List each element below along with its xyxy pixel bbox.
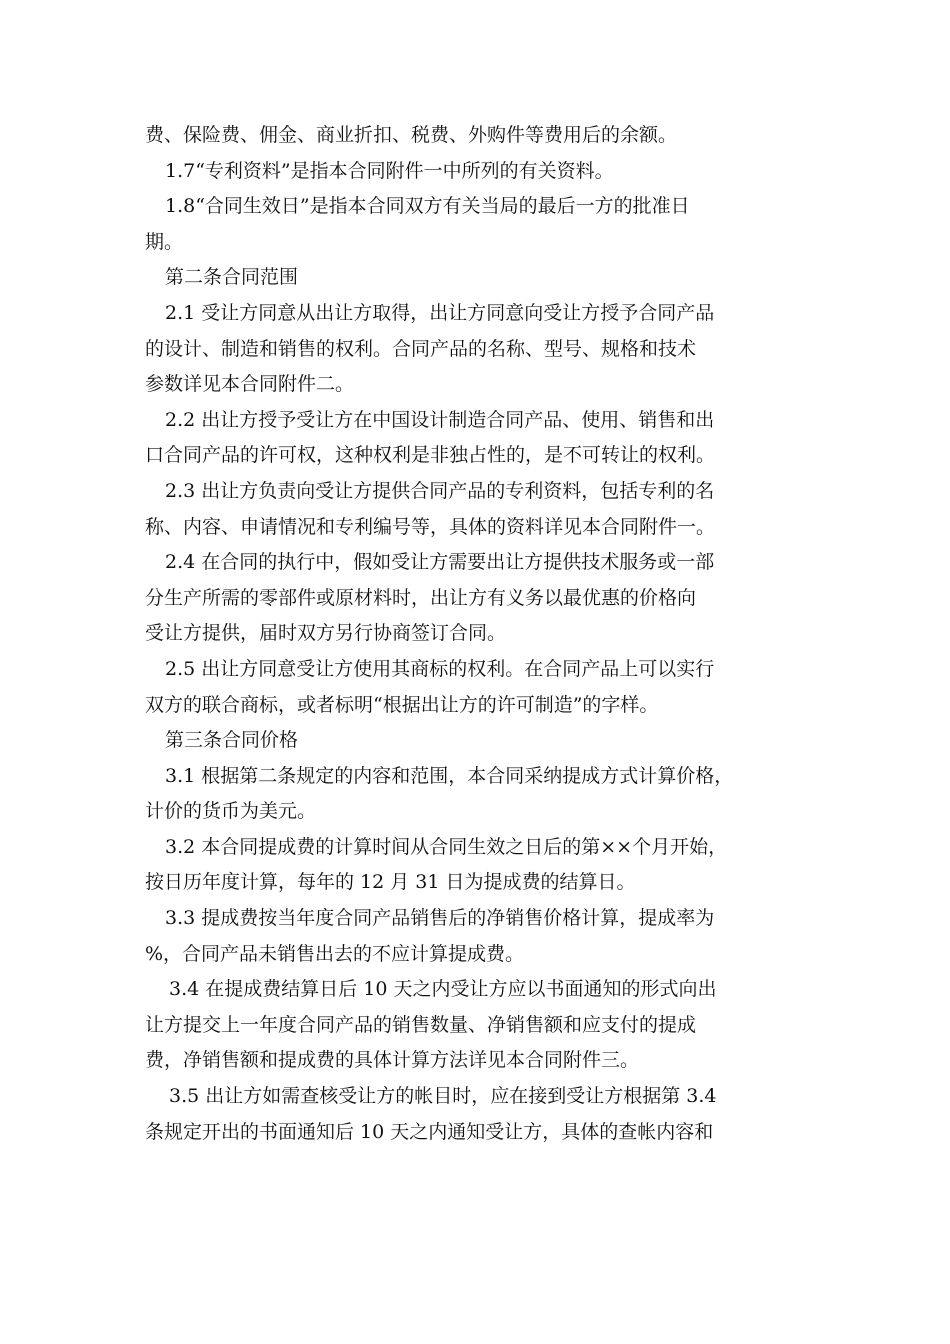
text-line: 条规定开出的书面通知后 10 天之内通知受让方，具体的查帐内容和 [145, 1120, 714, 1143]
clause-2-4: 2.4 在合同的执行中，假如受让方需要出让方提供技术服务或一部 [165, 551, 715, 574]
section-heading-3: 第三条合同价格 [165, 729, 299, 752]
text-line: 受让方提供，届时双方另行协商签订合同。 [145, 622, 507, 645]
clause-3-4: 3.4 在提成费结算日后 10 天之内受让方应以书面通知的形式向出 [169, 978, 717, 1001]
text-line: 称、内容、申请情况和专利编号等，具体的资料详见本合同附件一。 [145, 515, 716, 538]
text-line: 参数详见本合同附件二。 [145, 373, 355, 396]
clause-2-3: 2.3 出让方负责向受让方提供合同产品的专利资料，包括专利的名 [165, 479, 715, 502]
text-line: 分生产所需的零部件或原材料时，出让方有义务以最优惠的价格向 [145, 586, 697, 609]
section-heading-2: 第二条合同范围 [165, 266, 299, 289]
clause-2-5: 2.5 出让方同意受让方使用其商标的权利。在合同产品上可以实行 [165, 657, 715, 680]
contract-text-body [145, 118, 810, 1150]
text-line: 费、保险费、佣金、商业折扣、税费、外购件等费用后的余额。 [145, 124, 678, 146]
clause-1-8: 1.8“合同生效日”是指本合同双方有关当局的最后一方的批准日 [165, 195, 690, 218]
text-line: 的设计、制造和销售的权利。合同产品的名称、型号、规格和技术 [145, 337, 697, 360]
clause-3-5: 3.5 出让方如需查核受让方的帐目时，应在接到受让方根据第 3.4 [169, 1085, 717, 1108]
clause-3-2: 3.2 本合同提成费的计算时间从合同生效之日后的第××个月开始， [165, 835, 728, 858]
clause-3-1: 3.1 根据第二条规定的内容和范围，本合同采纳提成方式计算价格， [165, 764, 734, 787]
clause-3-3: 3.3 提成费按当年度合同产品销售后的净销售价格计算，提成率为 [165, 907, 715, 930]
clause-2-2: 2.2 出让方授予受让方在中国设计制造合同产品、使用、销售和出 [165, 408, 715, 431]
text-line: %，合同产品未销售出去的不应计算提成费。 [145, 942, 525, 965]
text-line: 计价的货币为美元。 [145, 800, 317, 823]
text-line: 按日历年度计算，每年的 12 月 31 日为提成费的结算日。 [145, 871, 636, 894]
text-line: 费，净销售额和提成费的具体计算方法详见本合同附件三。 [145, 1049, 640, 1072]
text-line: 双方的联合商标，或者标明“根据出让方的许可制造”的字样。 [145, 693, 659, 716]
text-line: 让方提交上一年度合同产品的销售数量、净销售额和应支付的提成 [145, 1013, 697, 1036]
clause-2-1: 2.1 受让方同意从出让方取得，出让方同意向受让方授予合同产品 [165, 301, 715, 324]
clause-1-7: 1.7“专利资料”是指本合同附件一中所列的有关资料。 [165, 159, 614, 182]
text-line: 期。 [145, 230, 184, 253]
text-line: 口合同产品的许可权，这种权利是非独占性的，是不可转让的权利。 [145, 444, 716, 467]
